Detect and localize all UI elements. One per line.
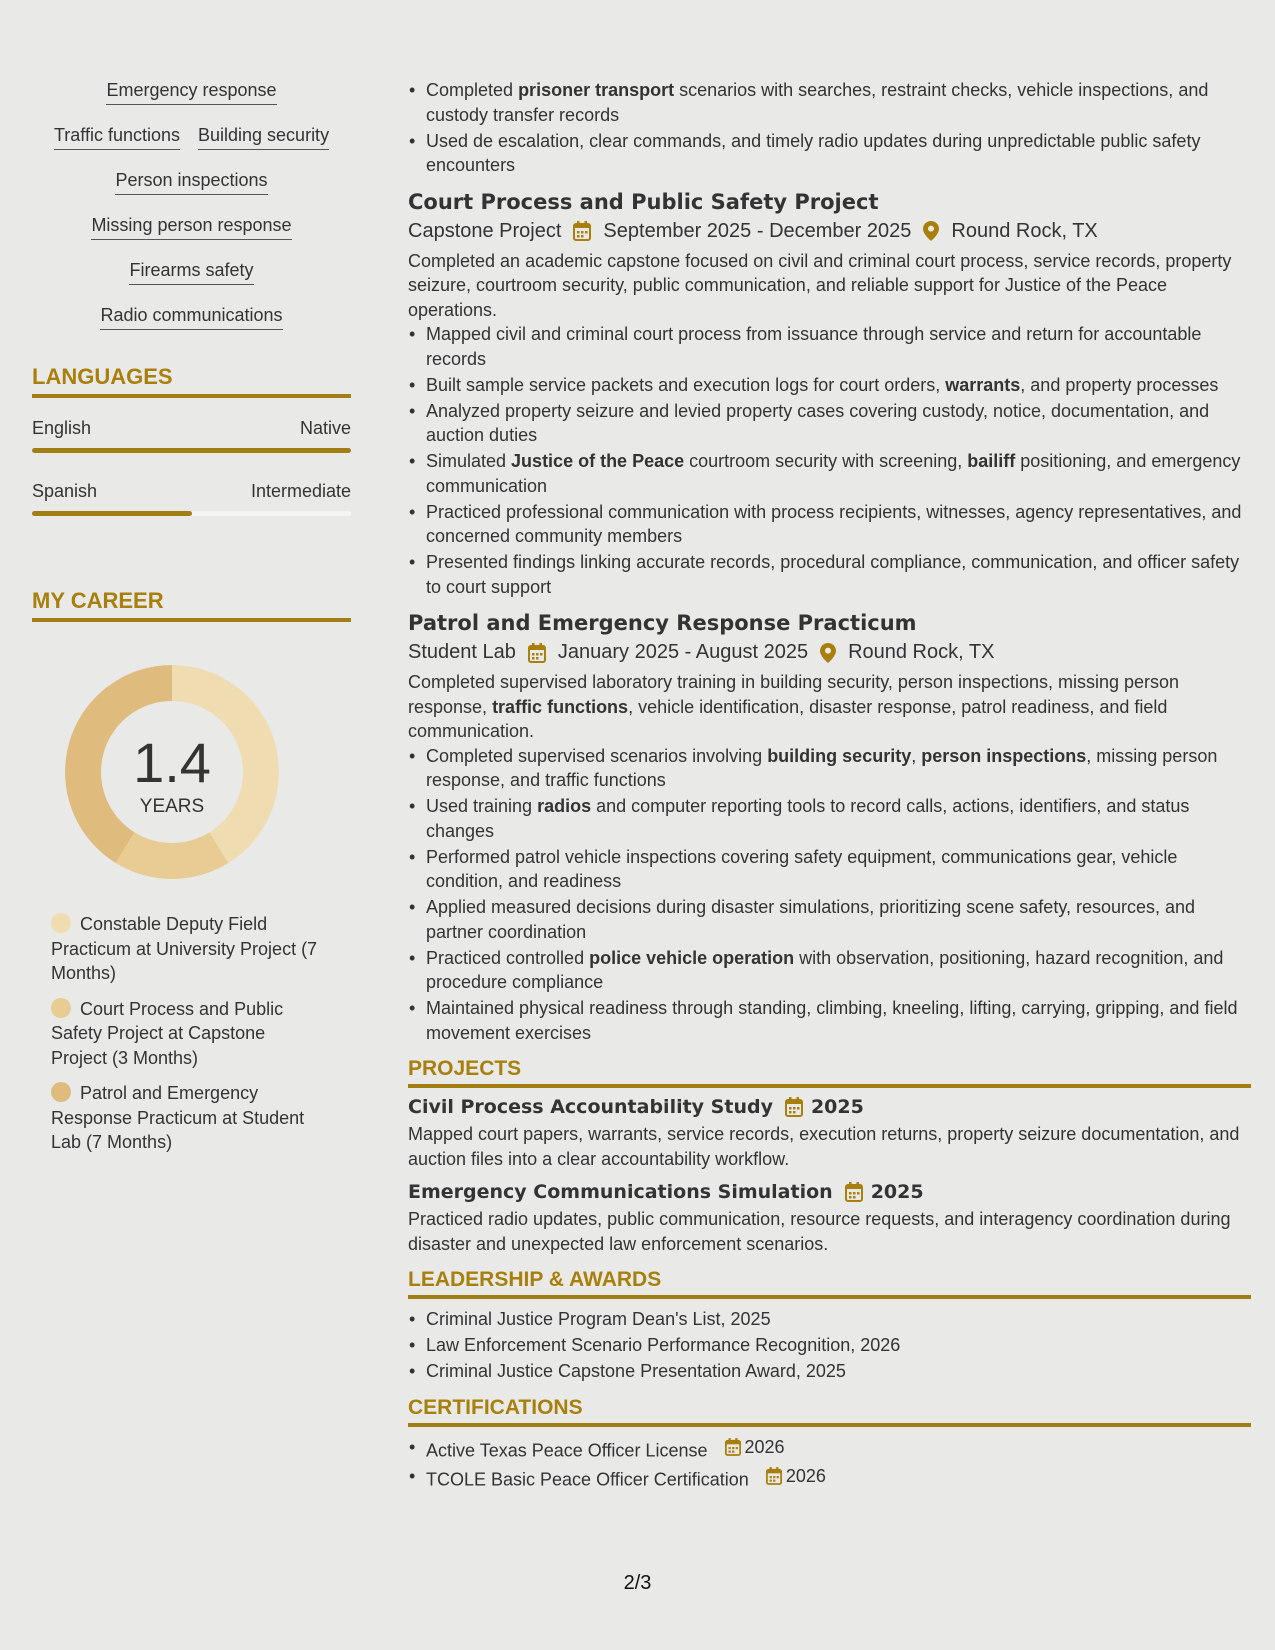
calendar-icon (845, 1182, 863, 1202)
projects-heading: PROJECTS (408, 1057, 1251, 1088)
bullet-item: • Built sample service packets and execution logs for court orders, warrants, and property processes (426, 373, 1251, 398)
experience-bullets (408, 744, 1251, 1046)
experience-meta (408, 641, 1251, 664)
sidebar (32, 80, 351, 1166)
project-year: 2025 (870, 1181, 924, 1203)
project-title: Emergency Communications Simulation (408, 1181, 833, 1203)
experience-description: Completed an academic capstone focused on civil and criminal court process, service records, property seizure, courtroom security, public communication, and reliable support for Justice of the Peace operations. (408, 250, 1232, 320)
legend-item (51, 997, 321, 1071)
experience-entry (408, 611, 1251, 1045)
language-item (32, 481, 351, 516)
experience-location: Round Rock, TX (848, 641, 995, 663)
experience-bullets (408, 322, 1251, 599)
calendar-icon (573, 221, 591, 241)
legend-label: Constable Deputy Field Practicum at University Project (7 Months) (51, 914, 318, 983)
experience-description: Completed supervised laboratory training in building security, person inspections, missing person response, traffic functions, vehicle identification, disaster response, patrol readiness, and field communication. (408, 672, 1180, 741)
project-year: 2025 (810, 1096, 864, 1118)
awards-list (408, 1307, 1251, 1384)
bullet-item: • Used de escalation, clear commands, and timely radio updates during unpredictable public safety encounters (426, 129, 1251, 178)
legend-label: Patrol and Emergency Response Practicum at Student Lab (7 Months) (51, 1083, 305, 1152)
certifications-list (408, 1435, 1251, 1492)
experience-entry (408, 190, 1251, 600)
experience-meta (408, 220, 1251, 243)
skill-tag: Missing person response (91, 215, 291, 240)
skills-list (32, 80, 351, 350)
language-bar-fill (32, 511, 192, 516)
prior-experience-bullets (408, 78, 1251, 178)
legend-swatch (51, 998, 71, 1018)
experience-title: Court Process and Public Safety Project (408, 189, 879, 214)
career-donut-chart (32, 660, 351, 920)
map-pin-icon (820, 643, 836, 663)
career-unit: YEARS (139, 796, 205, 817)
language-bar-fill (32, 448, 351, 453)
bullet-item: • Performed patrol vehicle inspections covering safety equipment, communications gear, vehicle condition, and readiness (426, 845, 1251, 894)
bullet-item: • Simulated Justice of the Peace courtroom security with screening, bailiff positioning, and emergency communication (426, 449, 1251, 498)
main-content (408, 78, 1251, 1493)
language-bar (32, 448, 351, 453)
bullet-item: • Completed prisoner transport scenarios with searches, restraint checks, vehicle inspections, and custody transfer records (426, 78, 1251, 127)
experience-dates: January 2025 - August 2025 (557, 641, 809, 663)
experience-org: Capstone Project (408, 219, 562, 242)
languages-heading: LANGUAGES (32, 364, 351, 398)
project-description: Practiced radio updates, public communication, resource requests, and interagency coordination during disaster and unexpected law enforcement scenarios. (408, 1209, 1231, 1254)
skill-tag: Person inspections (115, 170, 267, 195)
calendar-icon (785, 1097, 803, 1117)
award-item: • Law Enforcement Scenario Performance Recognition, 2026 (426, 1333, 1251, 1358)
skill-tag: Building security (198, 125, 329, 150)
experience-title: Patrol and Emergency Response Practicum (408, 611, 917, 635)
bullet-item: • Practiced controlled police vehicle operation with observation, positioning, hazard recognition, and procedure compliance (426, 946, 1251, 995)
certification-item (426, 1464, 1251, 1492)
bullet-item: • Used training radios and computer reporting tools to record calls, actions, identifiers, and status changes (426, 794, 1251, 843)
career-donut-svg (32, 660, 351, 900)
calendar-icon (528, 643, 546, 663)
language-name: Spanish (32, 481, 98, 501)
certification-name: TCOLE Basic Peace Officer Certification (426, 1469, 749, 1489)
career-legend (32, 912, 351, 1155)
project-title-row (408, 1181, 1251, 1203)
career-heading: MY CAREER (32, 588, 351, 622)
experience-location: Round Rock, TX (951, 219, 1098, 242)
map-pin-icon (923, 221, 939, 241)
bullet-item: • Applied measured decisions during disaster simulations, prioritizing scene safety, resources, and partner coordination (426, 895, 1251, 944)
bullet-item: • Presented findings linking accurate records, procedural compliance, communication, and officer safety to court support (426, 550, 1251, 599)
legend-item (51, 1081, 321, 1155)
skill-tag: Traffic functions (54, 125, 180, 150)
calendar-icon (766, 1467, 782, 1485)
certification-year: 2026 (785, 1465, 826, 1486)
project-description: Mapped court papers, warrants, service records, execution returns, property seizure documentation, and auction files into a clear accountability workflow. (408, 1124, 1240, 1169)
bullet-item: • Analyzed property seizure and levied property cases covering custody, notice, documentation, and auction duties (426, 399, 1251, 448)
experience-dates: September 2025 - December 2025 (603, 219, 912, 242)
certifications-heading: CERTIFICATIONS (408, 1396, 1251, 1427)
experience-org: Student Lab (408, 641, 516, 663)
award-item: • Criminal Justice Program Dean's List, 2025 (426, 1307, 1251, 1332)
award-item: • Criminal Justice Capstone Presentation Award, 2025 (426, 1359, 1251, 1384)
bullet-item: • Completed supervised scenarios involving building security, person inspections, missing person response, and traffic functions (426, 744, 1251, 793)
donut-segment (116, 832, 229, 879)
skill-tag: Emergency response (106, 80, 276, 105)
language-item (32, 418, 351, 453)
legend-swatch (51, 1082, 71, 1102)
certification-year: 2026 (744, 1436, 785, 1457)
language-name: English (32, 418, 92, 438)
project-title: Civil Process Accountability Study (408, 1096, 773, 1118)
legend-label: Court Process and Public Safety Project at Capstone Project (3 Months) (51, 998, 284, 1068)
skill-tag: Radio communications (100, 305, 282, 330)
bullet-item: • Practiced professional communication with process recipients, witnesses, agency representatives, and concerned community members (426, 500, 1251, 549)
language-bar (32, 511, 351, 516)
certification-item (426, 1435, 1251, 1463)
language-level: Native (299, 418, 351, 438)
career-total: 1.4 (133, 731, 211, 794)
bullet-item: • Mapped civil and criminal court process from issuance through service and return for accountable records (426, 322, 1251, 371)
language-level: Intermediate (250, 481, 351, 501)
skill-tag: Firearms safety (129, 260, 253, 285)
bullet-item: • Maintained physical readiness through standing, climbing, kneeling, lifting, carrying, gripping, and field movement exercises (426, 996, 1251, 1045)
awards-heading: LEADERSHIP & AWARDS (408, 1268, 1251, 1299)
calendar-icon (725, 1438, 741, 1456)
project-entry (408, 1181, 1251, 1256)
certification-name: Active Texas Peace Officer License (426, 1439, 708, 1460)
project-title-row (408, 1096, 1251, 1118)
project-entry (408, 1096, 1251, 1171)
page-number: 2/3 (623, 1572, 652, 1594)
legend-item (51, 912, 321, 986)
